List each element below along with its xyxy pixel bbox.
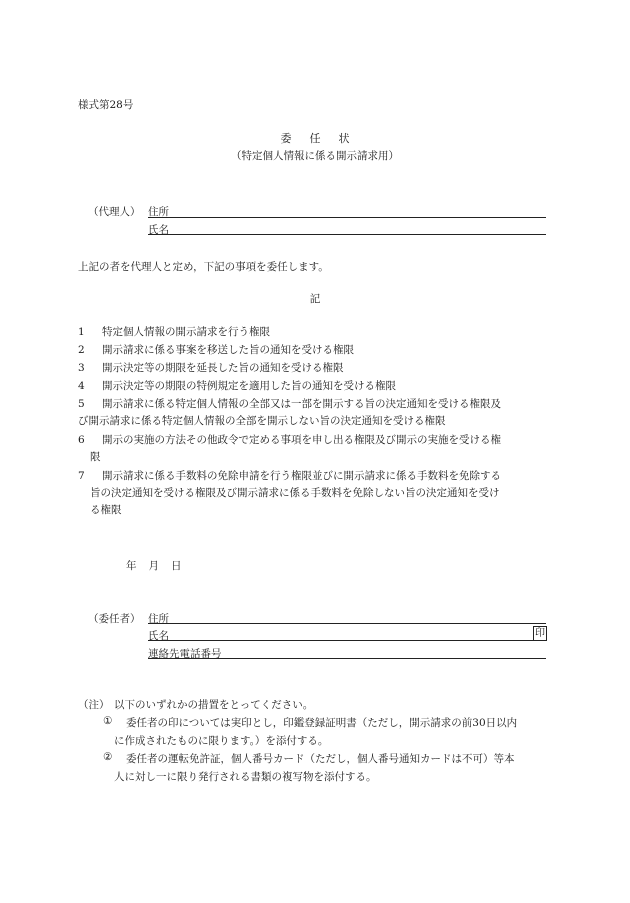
authority-item — [78, 324, 554, 341]
item-number: 1 — [78, 326, 85, 338]
item-text: 開示決定等の期限を延長した旨の通知を受ける権限 — [102, 362, 344, 374]
item-text-continued: 旨の決定通知を受ける権限及び開示請求に係る手数料を免除しない旨の決定通知を受け — [90, 487, 500, 499]
authority-item — [78, 360, 554, 377]
note-head: （注） — [78, 699, 110, 711]
principal-name-line[interactable] — [148, 640, 546, 641]
document-title — [0, 130, 630, 146]
agent-address-line[interactable] — [148, 217, 546, 218]
agent-address-label: 住所 — [148, 206, 169, 218]
item-text: 特定個人情報の開示請求を行う権限 — [102, 326, 270, 338]
title-char: 任 — [309, 132, 321, 145]
note-intro: 以下のいずれかの措置をとってください。 — [114, 699, 314, 711]
item-number: 6 — [78, 434, 85, 446]
item-number: 2 — [78, 344, 85, 356]
ki-heading: 記 — [309, 293, 321, 305]
principal-label: （委任者） — [88, 613, 141, 625]
item-text-continued: 限 — [90, 451, 101, 463]
item-text: 開示請求に係る手数料の免除申請を行う権限並びに開示請求に係る手数料を免除する — [102, 470, 501, 482]
principal-tel-line[interactable] — [148, 658, 546, 659]
agent-label: （代理人） — [88, 206, 141, 218]
note-text: 委任者の印については実印とし，印鑑登録証明書（ただし，開示請求の前30日以内 — [126, 717, 518, 729]
principal-name-label: 氏名 — [148, 630, 169, 642]
date-field — [126, 558, 182, 573]
principal-tel-label: 連絡先電話番号 — [148, 648, 222, 660]
note-mark: ② — [103, 751, 113, 763]
declaration-text: 上記の者を代理人と定め，下記の事項を委任します。 — [78, 261, 329, 273]
authority-item — [78, 396, 554, 427]
item-text: 開示請求に係る特定個人情報の全部又は一部を開示する旨の決定通知を受ける権限及 — [102, 398, 501, 410]
item-text: 開示請求に係る事案を移送した旨の通知を受ける権限 — [102, 344, 354, 356]
item-number: 3 — [78, 362, 85, 374]
authority-item — [78, 378, 554, 395]
item-text-continued: び開示請求に係る特定個人情報の全部を開示しない旨の決定通知を受ける権限 — [78, 415, 446, 427]
principal-address-line[interactable] — [148, 623, 546, 624]
principal-address-label: 住所 — [148, 613, 169, 625]
note-text-continued: に作成されたものに限ります。）を添付する。 — [114, 735, 329, 747]
agent-name-line[interactable] — [148, 234, 546, 235]
authority-item — [78, 468, 554, 516]
date-year-label: 年 — [126, 560, 137, 572]
item-text-continued: る権限 — [90, 504, 122, 516]
title-char: 委 — [280, 132, 292, 145]
item-number: 5 — [78, 398, 85, 410]
agent-name-label: 氏名 — [148, 224, 169, 236]
item-text: 開示の実施の方法その他政令で定める事項を申し出る権限及び開示の実施を受ける権 — [102, 434, 501, 446]
date-month-label: 月 — [148, 560, 159, 572]
date-day-label: 日 — [171, 560, 182, 572]
item-number: 4 — [78, 380, 85, 392]
document-subtitle: （特定個人情報に係る開示請求用） — [231, 150, 399, 162]
note-text-continued: 人に対し一に限り発行される書類の複写物を添付する。 — [114, 771, 377, 783]
title-char: 状 — [338, 132, 350, 145]
form-number: 様式第28号 — [78, 99, 134, 111]
authority-item — [78, 342, 554, 359]
note-mark: ① — [103, 715, 113, 727]
item-number: 7 — [78, 470, 85, 482]
note-text: 委任者の運転免許証，個人番号カード（ただし，個人番号通知カードは不可）等本 — [126, 753, 515, 765]
seal-box: 印 — [535, 628, 545, 639]
item-text: 開示決定等の期限の特例規定を適用した旨の通知を受ける権限 — [102, 380, 396, 392]
authority-item — [78, 432, 554, 463]
